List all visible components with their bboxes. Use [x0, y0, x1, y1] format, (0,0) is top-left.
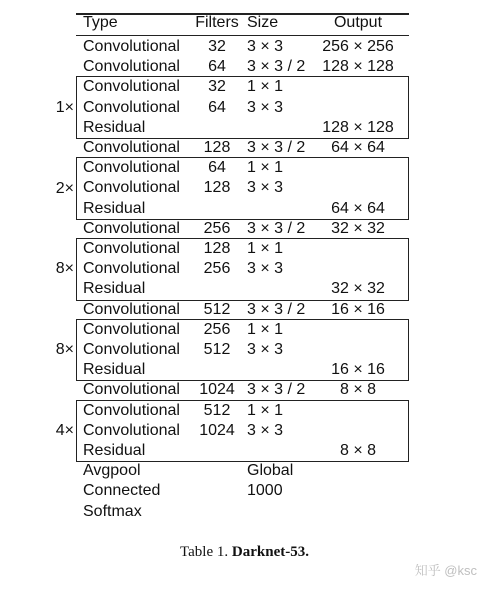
cell-output: 16 × 16	[331, 361, 385, 379]
watermark: 知乎 @ksc	[414, 563, 477, 578]
table-row	[0, 380, 489, 400]
cell-size: 3 × 3	[247, 98, 284, 116]
residual-block-box	[76, 157, 409, 220]
residual-block-box	[76, 238, 409, 301]
table-row	[0, 300, 489, 320]
cell-filters: 512	[203, 300, 231, 318]
header-size: Size	[247, 14, 279, 31]
cell-size: 1 × 1	[247, 240, 284, 257]
cell-output: 32 × 32	[331, 280, 385, 298]
cell-filters: 32	[208, 38, 226, 55]
cell-output: 128 × 128	[322, 118, 394, 136]
block-multiplier: 8×	[55, 341, 74, 359]
cell-output: 32 × 32	[331, 219, 385, 237]
cell-filters: 64	[208, 98, 226, 116]
cell-filters: 1024	[199, 381, 235, 399]
cell-filters: 512	[203, 401, 231, 419]
cell-output: 8 × 8	[339, 442, 377, 459]
cell-type: Convolutional	[83, 38, 180, 55]
cell-size: 3 × 3 / 2	[247, 300, 306, 318]
table-row	[0, 481, 489, 501]
header-output: Output	[333, 14, 383, 31]
block-multiplier: 4×	[55, 421, 74, 439]
cell-type: Convolutional	[83, 219, 180, 237]
cell-filters: 1024	[199, 421, 235, 439]
cell-type: Avgpool	[83, 462, 141, 480]
table-caption	[0, 544, 489, 561]
cell-type: Convolutional	[83, 381, 180, 399]
cell-output: 64 × 64	[331, 139, 385, 156]
block-multiplier: 1×	[55, 98, 74, 116]
cell-output: 128 × 128	[322, 58, 394, 76]
cell-type: Convolutional	[83, 98, 180, 116]
cell-output: 16 × 16	[331, 300, 385, 318]
cell-size: 3 × 3 / 2	[247, 219, 306, 237]
block-multiplier: 8×	[55, 260, 74, 278]
cell-filters: 128	[203, 179, 231, 197]
cell-output: 64 × 64	[331, 199, 385, 217]
cell-type: Residual	[83, 280, 146, 298]
cell-type: Softmax	[83, 502, 142, 520]
cell-size: 1 × 1	[247, 78, 284, 96]
residual-block-box	[76, 319, 409, 382]
cell-size: 3 × 3	[247, 341, 284, 358]
cell-size: 1 × 1	[247, 320, 284, 338]
cell-filters: 64	[208, 58, 226, 76]
cell-type: Convolutional	[83, 401, 180, 419]
residual-block-box	[76, 400, 409, 463]
cell-type: Residual	[83, 442, 146, 459]
cell-type: Convolutional	[83, 260, 180, 278]
table-row	[0, 57, 489, 77]
header-rule	[76, 35, 409, 36]
table-row	[0, 461, 489, 481]
cell-size: 1 × 1	[247, 159, 284, 177]
cell-filters: 128	[203, 240, 231, 257]
cell-filters: 256	[203, 260, 231, 278]
cell-size: 3 × 3	[247, 260, 284, 278]
cell-type: Convolutional	[83, 320, 180, 338]
header-type: Type	[83, 14, 118, 31]
cell-filters: 256	[203, 320, 231, 338]
table-header	[0, 14, 489, 34]
table-row	[0, 138, 489, 158]
cell-type: Convolutional	[83, 421, 180, 439]
cell-filters: 128	[203, 139, 231, 156]
cell-size: 3 × 3	[247, 421, 284, 439]
table-row	[0, 37, 489, 57]
header-filters: Filters	[195, 14, 239, 31]
cell-type: Convolutional	[83, 240, 180, 257]
cell-filters: 64	[208, 159, 226, 177]
cell-output: 8 × 8	[339, 381, 377, 399]
cell-type: Convolutional	[83, 300, 180, 318]
cell-type: Convolutional	[83, 78, 180, 96]
cell-size: 3 × 3	[247, 38, 284, 55]
cell-size: Global	[247, 462, 294, 480]
caption-title: Darknet-53.	[231, 544, 309, 560]
caption-prefix: Table 1.	[180, 544, 232, 560]
cell-output: 256 × 256	[322, 38, 394, 55]
cell-type: Convolutional	[83, 179, 180, 197]
cell-size: 3 × 3 / 2	[247, 139, 306, 156]
cell-size: 3 × 3 / 2	[247, 58, 306, 76]
cell-type: Convolutional	[83, 341, 180, 358]
cell-type: Convolutional	[83, 159, 180, 177]
block-multiplier: 2×	[55, 179, 74, 197]
cell-type: Residual	[83, 199, 146, 217]
cell-size: 3 × 3	[247, 179, 284, 197]
cell-type: Connected	[83, 482, 161, 500]
cell-type: Convolutional	[83, 58, 180, 76]
cell-filters: 512	[203, 341, 231, 358]
cell-size: 1 × 1	[247, 401, 284, 419]
cell-size: 1000	[247, 482, 283, 500]
residual-block-box	[76, 76, 409, 139]
cell-type: Convolutional	[83, 139, 180, 156]
cell-filters: 256	[203, 219, 231, 237]
cell-type: Residual	[83, 118, 146, 136]
cell-filters: 32	[208, 78, 226, 96]
cell-size: 3 × 3 / 2	[247, 381, 306, 399]
cell-type: Residual	[83, 361, 146, 379]
table-row	[0, 219, 489, 239]
table-row	[0, 502, 489, 522]
